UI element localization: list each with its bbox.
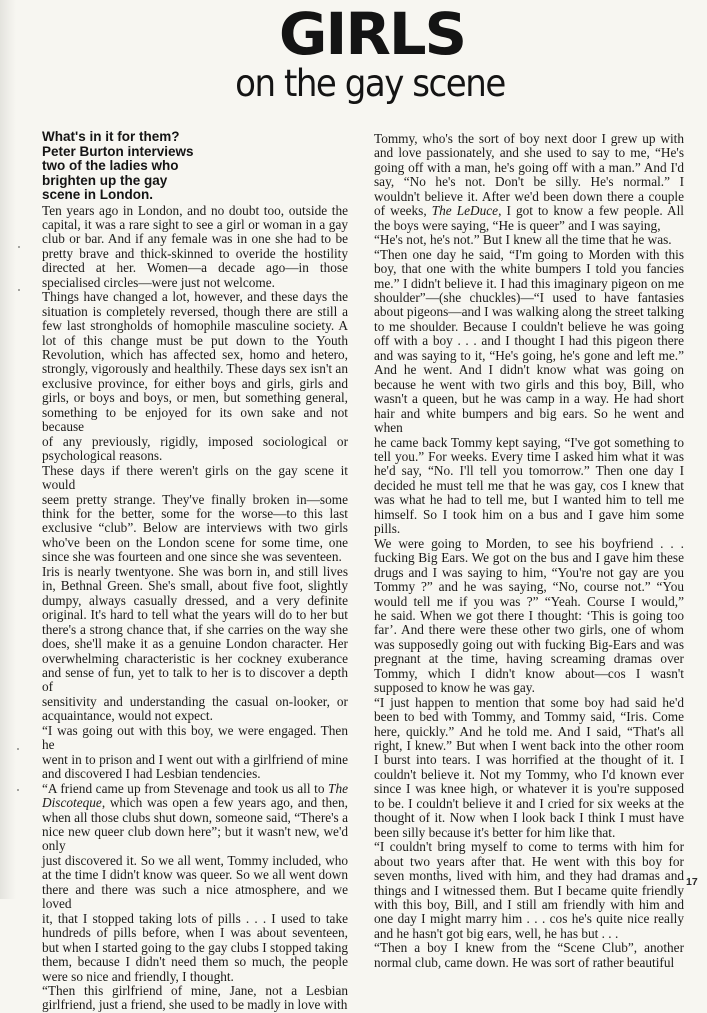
body-text-line: off with a boy . . . and I thought I had this pigeon there: [374, 333, 684, 349]
standfirst-line: scene in London.: [42, 187, 154, 202]
body-text-line: and sense of fun, yet to talk to her is to discover a depth of: [42, 665, 348, 695]
body-text-line: since I was knee high, or whatever it is you're supposed: [374, 781, 684, 797]
body-text-line: and discovered I had Lesbian tendencies.: [42, 766, 261, 782]
body-text-line: original. It's hard to tell what the years will do to her but: [42, 607, 348, 623]
body-text-line: “Then a boy I knew from the “Scene Club”, another: [374, 940, 684, 956]
body-text-line: Tommy, which I didn't know about—cos I wasn't: [374, 665, 684, 681]
body-text-line: “He's not, he's not.” But I knew all the time that he was.: [374, 232, 672, 248]
body-text-line: Tommy, who's the sort of boy next door I grew up with: [374, 131, 684, 146]
body-text-line: exclusive “club”. Below are interviews with two girls: [42, 520, 348, 536]
article-column-right: [374, 132, 684, 970]
body-text-line: “Then this girlfriend of mine, Jane, not a Lesbian: [42, 982, 348, 998]
body-text-line: dumpy, always casually dressed, and a very definite: [42, 592, 348, 608]
body-text-line: specialised circles—were just not welcome.: [42, 274, 275, 290]
body-text-line: “I couldn't bring myself to come to terms with him for: [374, 839, 684, 855]
body-text-line: he'd say, “No. I'll tell you tomorrow.” Then one day I: [374, 463, 684, 479]
body-text-line: wouldn't believe it. After we'd been down there a couple: [374, 188, 684, 204]
body-text-line: And he went. And I didn't know what was going on: [374, 362, 684, 378]
body-text-line: “I was going out with this boy, we were engaged. Then he: [42, 722, 348, 753]
body-text-line: them, because I didn't need them so much, the people: [42, 954, 348, 970]
body-text-line: drugs and I was saying to him, “You're not gay are you: [374, 564, 684, 580]
headline-subtitle: on the gay scene: [235, 62, 505, 105]
body-text-left: [42, 204, 348, 1013]
body-text-line: the boys were saying, “He is queer” and I was saying,: [374, 217, 661, 233]
body-text-line: Iris is nearly twentyone. She was born in, and still lives: [42, 563, 348, 579]
body-text-line: normal club, came down. He was sort of rather beautiful: [374, 954, 675, 970]
body-text-line: seven months, lived with him, and they had dramas and: [374, 868, 684, 884]
body-text-line: acquaintance, would not expect.: [42, 708, 213, 724]
body-text-line: Tommy ?” and he was saying, “No, course not.” “You: [374, 579, 684, 595]
body-text-line: These days if there weren't girls on the gay scene it would: [42, 462, 348, 493]
body-text-line: boy, that one with the white bumpers I told you fancies: [374, 261, 684, 277]
body-text-line: was supposedly going out with fucking Big-Ears and was: [374, 636, 684, 652]
body-text-line: girlfriend, just a friend, she used to be madly in love with: [42, 997, 348, 1013]
body-text-line: girls, or boys and boys, or men, but something general,: [42, 390, 348, 406]
body-text-line: thought of it. Now when I look back I think I must have: [374, 810, 684, 826]
body-text-line: there and there was such a nice atmosphere, and we loved: [42, 881, 348, 912]
body-text-line: he said. When we got there I thought: ‘This is going too: [374, 607, 684, 623]
body-text-line: went in to prison and I went out with a girlfriend of mine: [42, 751, 348, 767]
body-text-line: “Then one day he said, “I'm going to Morden with this: [374, 246, 684, 262]
body-text-line: capital, it was a rare sight to see a girl or woman in a gay: [42, 216, 348, 232]
body-text-line: seem pretty strange. They've finally broken in—some: [42, 491, 348, 507]
body-text-line: of any previously, rigidly, imposed sociological or: [42, 433, 348, 449]
body-text-line: hundreds of pills before, when I was about seventeen,: [42, 925, 348, 941]
body-text-line: psychological reasons.: [42, 448, 163, 464]
body-text-line: who've been on the London scene for some time, one: [42, 534, 348, 550]
body-text-line: there's a strong chance that, if she carries on the way she: [42, 621, 348, 637]
body-text-line: We were going to Morden, to see his boyfriend . . .: [374, 535, 684, 551]
body-text-line: Discoteque, which was open a few years ago, and then,: [42, 795, 348, 811]
body-text-line: since she was fourteen and one since she was seventeen.: [42, 549, 342, 565]
article-column-left: [42, 130, 348, 1013]
body-text-right: [374, 132, 684, 970]
body-text-line: pretty brave and thick-skinned to overide the hostility: [42, 245, 348, 261]
body-text-line: I burst into tears. I was horrified at the thought of it. I: [374, 752, 684, 768]
body-text-line: “A friend came up from Stevenage and took us all to The: [42, 780, 348, 796]
print-speck: [18, 246, 20, 248]
body-text-line: situation is completely reversed, though there are still a: [42, 303, 348, 319]
body-text-line: of weeks, The LeDuce, I got to know a few people. All: [374, 203, 684, 219]
body-text-line: hair and white bumpers and big ears. So he went and when: [374, 405, 684, 436]
page-number: 17: [686, 876, 698, 888]
body-text-line: Things have changed a lot, however, and these days the: [42, 289, 348, 305]
body-text-line: in, Bethnal Green. She's small, about five foot, slightly: [42, 578, 348, 594]
body-text-line: but when I started going to the gay clubs I stopped taking: [42, 939, 348, 955]
body-text-line: Ten years ago in London, and no doubt too, outside the: [42, 202, 348, 218]
body-text-line: think for the better, some for the worse—to this last: [42, 506, 348, 522]
body-text-line: been to bed with Tommy, and Tommy said, “Iris. Come: [374, 709, 684, 725]
body-text-line: things and I witnessed them. But I became quite friendly: [374, 882, 684, 898]
body-text-line: one day I might marry him . . . cos he's quite nice really: [374, 911, 684, 927]
body-text-line: were so nice and friendly, I thought.: [42, 968, 234, 984]
body-text-line: was what he had to tell me, but I wanted him to tell me: [374, 492, 684, 508]
body-text-line: “I just happen to mention that some boy had said he'd: [374, 694, 684, 710]
body-text-line: been silly because it's better for him like that.: [374, 824, 616, 840]
body-text-line: about two years after that. He went with this boy for: [374, 853, 684, 869]
body-text-line: because he went with two girls and this boy, Bill, who: [374, 376, 684, 392]
body-text-line: far’. And there were these other two girls, one of whom: [374, 622, 684, 638]
body-text-line: at the time I didn't know was queer. So we all went down: [42, 867, 348, 883]
body-text-line: exclusive province, for either boys and girls, girls and: [42, 375, 348, 391]
body-text-line: he came back Tommy kept saying, “I've got something to: [374, 434, 684, 450]
body-text-line: it, that I stopped taking lots of pills . . . I used to take: [42, 910, 348, 926]
standfirst: [42, 130, 348, 203]
body-text-line: here, quickly.” And he told me. And I said, “That's all: [374, 723, 684, 739]
body-text-line: lot of this change must be put down to the Youth: [42, 332, 348, 348]
body-text-line: wasn't a queen, but he was camp in a way. He had short: [374, 391, 684, 407]
standfirst-line: brighten up the gay: [42, 172, 168, 188]
body-text-line: with this boy, Bill, and I still am friendly with him and: [374, 897, 684, 913]
body-text-line: sensitivity and understanding the casual on-looker, or: [42, 693, 348, 709]
body-text-line: would tell me if you was ?” “Yeah. Course I would,”: [374, 593, 684, 609]
body-text-line: himself. So I took him on a bus and I gave him some pills.: [374, 506, 684, 537]
headline-title: GIRLS: [278, 0, 466, 68]
body-text-line: when all those clubs shut down, someone said, “There's a: [42, 809, 348, 825]
body-text-line: just discovered it. So we all went, Tommy included, who: [42, 852, 348, 868]
body-text-line: and was saying to it, “He's going, he's gone and left me.”: [374, 347, 684, 363]
standfirst-line: What's in it for them?: [42, 129, 180, 144]
body-text-line: pregnant at the time, having screaming dramas over: [374, 651, 684, 667]
body-text-line: to me shoulder. Because I couldn't believe he was going: [374, 318, 684, 334]
body-text-line: me.” I didn't believe it. I had this imaginary pigeon on me: [374, 275, 684, 291]
body-text-line: tell you.” For weeks. Every time I asked him what it was: [374, 448, 684, 464]
body-text-line: few last strongholds of homophile masculine society. A: [42, 318, 348, 334]
standfirst-line: two of the ladies who: [42, 158, 179, 173]
body-text-line: does, she'll make it as a genuine London character. Her: [42, 636, 348, 652]
print-speck: [17, 748, 19, 750]
body-text-line: and love passionately, and she used to say to me, “He's: [374, 145, 684, 161]
body-text-line: overwhelming characteristic is her cockney exuberance: [42, 650, 348, 666]
body-text-line: right, I knew.” But when I went back into the other room: [374, 738, 684, 754]
body-text-line: going off with a man, he's going off with a man.” And I'd: [374, 159, 684, 175]
body-text-line: shoulder”—(she chuckles)—“I used to have fantasies: [374, 289, 684, 305]
body-text-line: directed at her. Women—a decade ago—in those: [42, 260, 348, 276]
body-text-line: decided he must tell me that he was gay, cos I knew that: [374, 477, 684, 493]
print-speck: [18, 289, 20, 291]
body-text-line: and he hasn't got big ears, well, he has but . . .: [374, 925, 619, 941]
standfirst-line: Peter Burton interviews: [42, 143, 194, 159]
body-text-line: about pigeons—and I was walking along the street talking: [374, 304, 684, 320]
print-speck: [17, 789, 19, 791]
body-text-line: Revolution, which has affected sex, homo and hetero,: [42, 347, 348, 363]
body-text-line: strongly, vigorously and healthily. These days sex isn't an: [42, 361, 348, 377]
body-text-line: say, “No he's not. Don't be silly. He's normal.” I: [374, 174, 684, 190]
page-gutter-shadow: [0, 0, 16, 899]
body-text-line: supposed to know he was gay.: [374, 680, 535, 696]
body-text-line: something to be enjoyed for its own sake and not because: [42, 404, 348, 435]
body-text-line: nice new queer club down here”; but it wasn't new, we'd only: [42, 823, 348, 854]
body-text-line: fucking Big Ears. We got on the bus and I gave him these: [374, 550, 684, 566]
body-text-line: club or bar. And if any female was in one she had to be: [42, 231, 348, 247]
body-text-line: to be. I couldn't believe it and I cried for six weeks at the: [374, 795, 684, 811]
body-text-line: couldn't believe it. Not my Tommy, who I'd known ever: [374, 766, 684, 782]
